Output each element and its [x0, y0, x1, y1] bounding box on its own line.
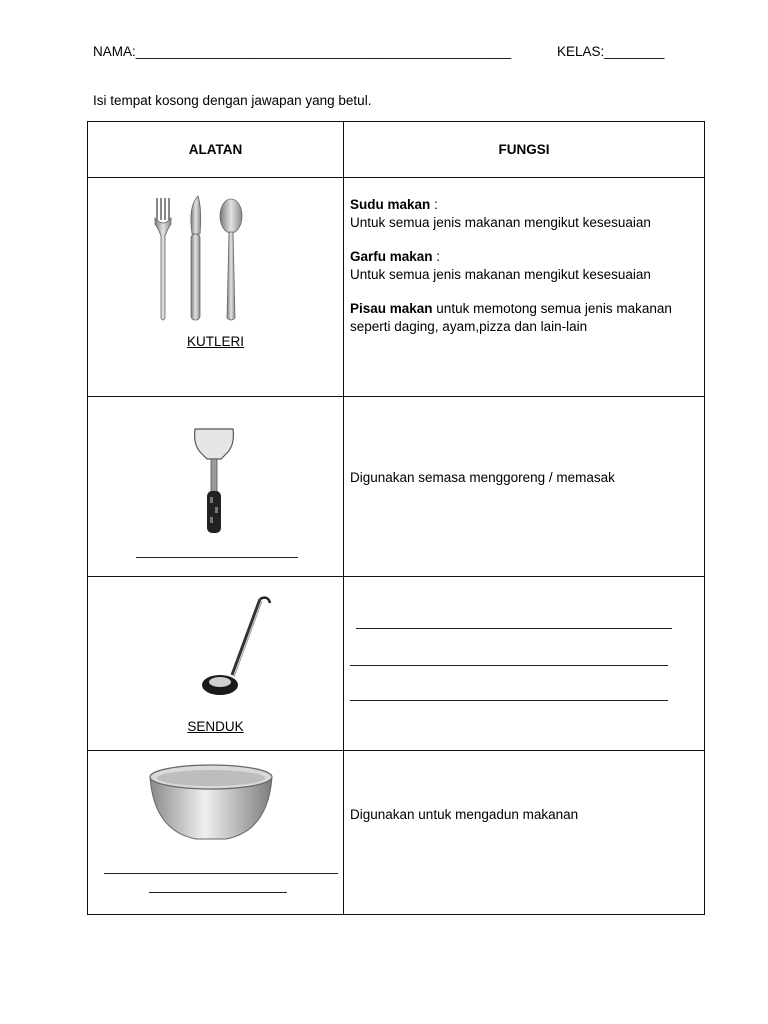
tool-cell: [88, 751, 344, 915]
function-answer-blank[interactable]: [356, 628, 672, 629]
tool-cell: [88, 178, 344, 397]
function-desc: Digunakan semasa menggoreng / memasak: [350, 470, 615, 485]
table-row: [88, 751, 705, 915]
tool-cell: [88, 397, 344, 577]
table-row: [88, 397, 705, 577]
name-field[interactable]: [93, 42, 511, 62]
function-title: Pisau makan: [350, 301, 433, 316]
tool-answer-blank[interactable]: [136, 557, 298, 558]
function-desc: Digunakan untuk mengadun makanan: [350, 807, 579, 822]
name-blank[interactable]: __________________________________________________: [135, 44, 512, 59]
tool-label-senduk: SENDUK: [187, 719, 244, 734]
worksheet-header: [93, 42, 693, 62]
function-cell: [344, 751, 705, 915]
tool-answer-blank[interactable]: [149, 892, 287, 893]
function-answer-blank[interactable]: [350, 700, 668, 701]
ladle-icon: [188, 593, 278, 703]
class-blank[interactable]: ________: [604, 44, 665, 59]
function-cell: [344, 397, 705, 577]
function-cell: [344, 178, 705, 397]
function-desc: Untuk semua jenis makanan mengikut kesesuaian: [350, 215, 651, 230]
function-item: [350, 300, 698, 336]
function-title: Sudu makan: [350, 197, 431, 212]
table-row: [88, 178, 705, 397]
instruction-text: Isi tempat kosong dengan jawapan yang betul.: [93, 93, 372, 108]
tool-answer-blank[interactable]: [104, 873, 338, 874]
tool-cell: [88, 577, 344, 751]
cutlery-functions: [350, 196, 698, 336]
class-label: KELAS:: [557, 44, 605, 59]
tool-label-kutleri: KUTLERI: [186, 334, 244, 349]
function-cell: [344, 577, 705, 751]
function-desc: Untuk semua jenis makanan mengikut kesesuaian: [350, 267, 651, 282]
spatula-icon: [191, 425, 237, 535]
cutlery-icon: [152, 194, 254, 324]
mixing-bowl-icon: [146, 761, 276, 845]
function-desc: untuk memotong semua jenis makanan seperti daging, ayam,pizza dan lain-lain: [350, 301, 672, 334]
function-item: Sudu makan : Untuk semua jenis makanan mengikut kesesuaian: [350, 197, 651, 230]
column-header-alatan: ALATAN: [88, 122, 344, 178]
class-field[interactable]: [557, 42, 664, 62]
function-item: Garfu makan : Untuk semua jenis makanan mengikut kesesuaian: [350, 249, 651, 282]
table-row: [88, 577, 705, 751]
column-header-fungsi: FUNGSI: [344, 122, 705, 178]
function-answer-blank[interactable]: [350, 665, 668, 666]
table-header-row: [88, 122, 705, 178]
name-label: NAMA:: [93, 44, 136, 59]
worksheet-table: [87, 121, 705, 915]
function-title: Garfu makan: [350, 249, 433, 264]
